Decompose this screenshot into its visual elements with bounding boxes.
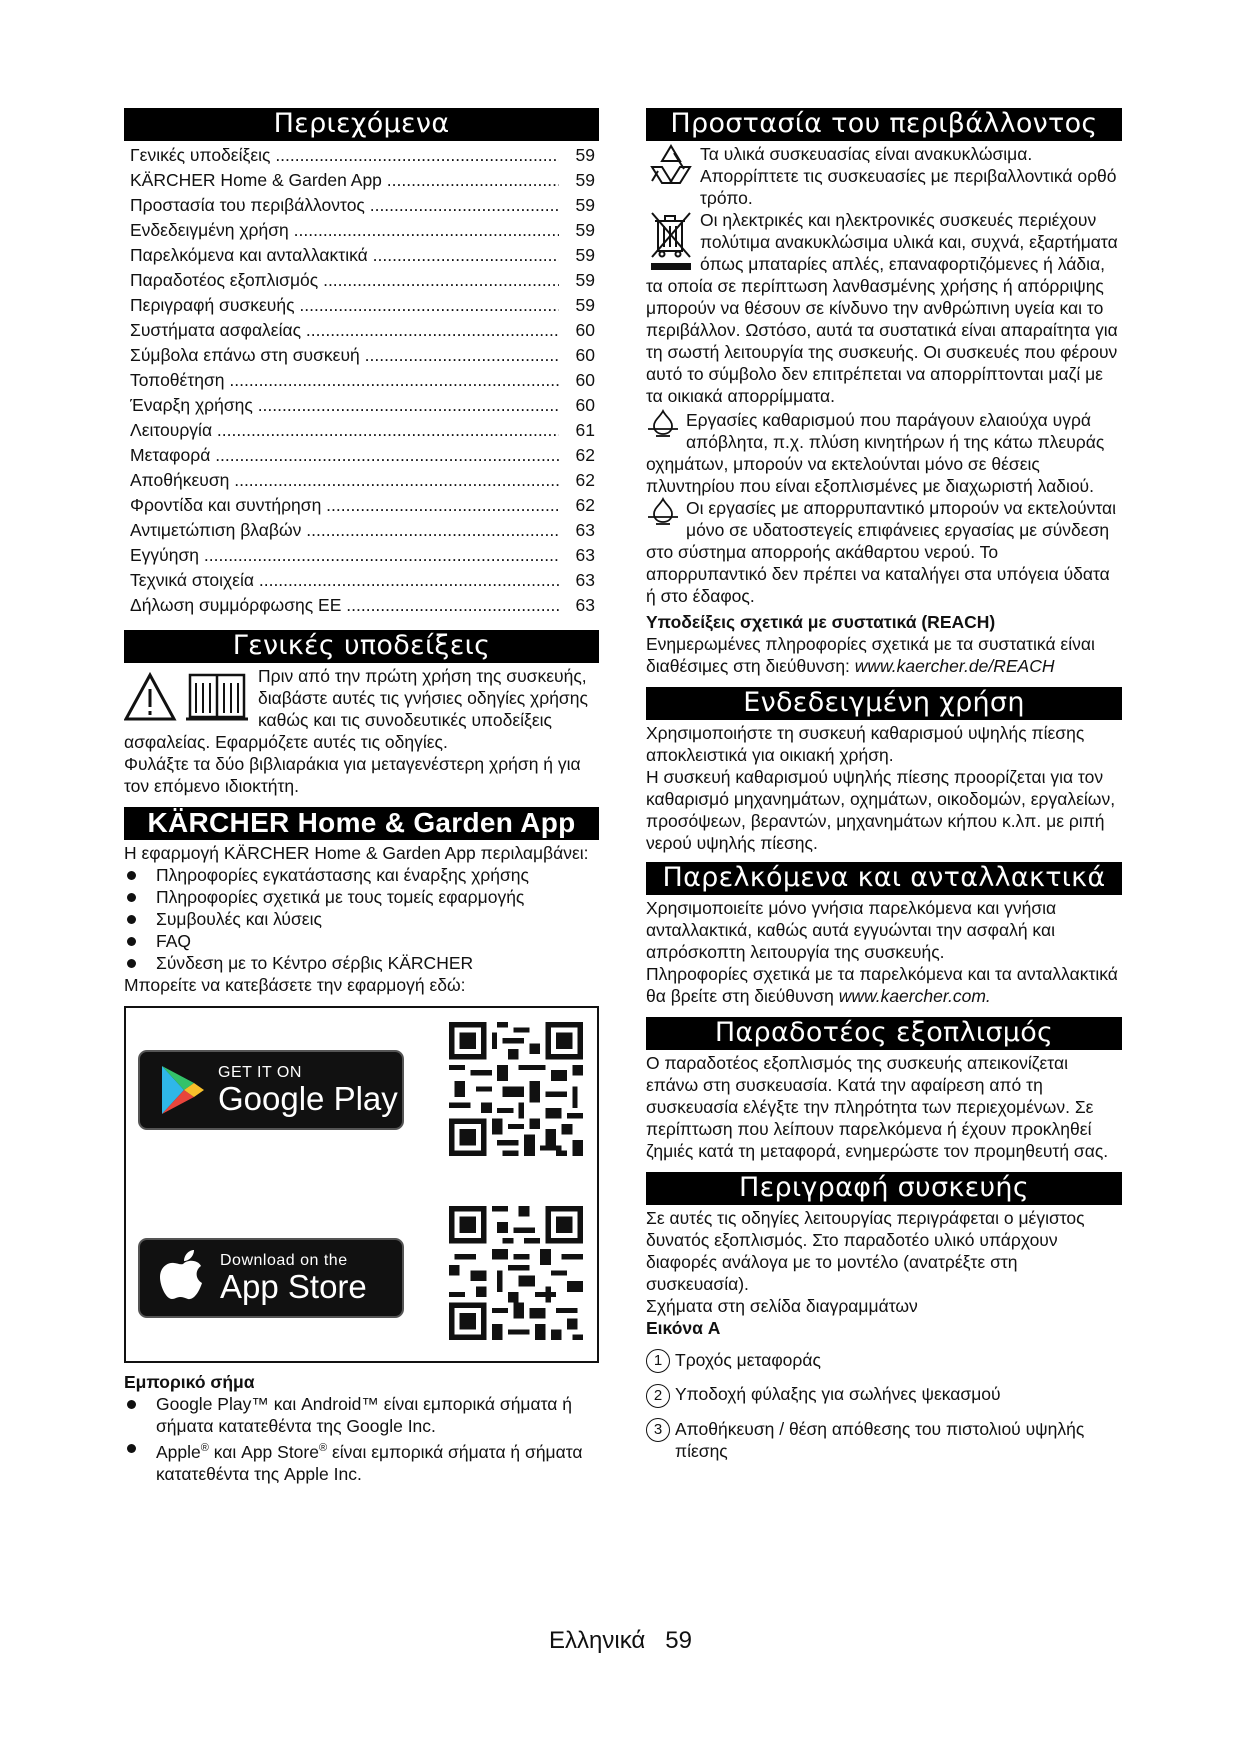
- app-store-big-text: App Store: [220, 1268, 367, 1305]
- general-notes-body: [124, 665, 599, 797]
- list-item: FAQ: [124, 930, 599, 952]
- list-item: Συμβουλές και λύσεις: [124, 908, 599, 930]
- accessories-heading: Παρελκόμενα και ανταλλακτικά: [646, 862, 1122, 895]
- reach-heading: Υποδείξεις σχετικά με συστατικά (REACH): [646, 612, 996, 632]
- toc-item[interactable]: Δήλωση συμμόρφωσης ΕΕ ..... 63: [130, 593, 599, 618]
- toc-item[interactable]: KÄRCHER Home & Garden App ..... 59: [130, 168, 599, 193]
- general-notes-heading: Γενικές υποδείξεις: [124, 630, 599, 663]
- detergent-text: Οι εργασίες με απορρυπαντικό μπορούν να εκτελούνται μόνο σε υδατοστεγείς επιφάνειες εργασίας με σύνδεση στο σύστημα απορροής ακάθαρτου νερού. Το απορρυπαντικό δεν πρέπει να καταλήγει στα υπόγεια ύδατα ή στο έδαφος.: [646, 498, 1117, 606]
- toc-item[interactable]: Φροντίδα και συντήρηση ..... 62: [130, 493, 599, 518]
- toc-item[interactable]: Αντιμετώπιση βλαβών ..... 63: [130, 518, 599, 543]
- toc-item[interactable]: Σύμβολα επάνω στη συσκευή ..... 60: [130, 343, 599, 368]
- toc-item[interactable]: Αποθήκευση ..... 62: [130, 468, 599, 493]
- device-description-heading: Περιγραφή συσκευής: [646, 1172, 1122, 1205]
- warning-triangle-icon: [124, 671, 252, 723]
- right-column: [646, 108, 1122, 1462]
- kaercher-link[interactable]: www.kaercher.com.: [838, 986, 991, 1006]
- intended-use-heading: Ενδεδειγμένη χρήση: [646, 687, 1122, 720]
- google-play-icon: [154, 1062, 210, 1118]
- warning-manual-icons: [124, 671, 252, 723]
- weee-paragraph: [646, 209, 1122, 407]
- recycling-icon: [646, 143, 696, 189]
- reach-link[interactable]: www.kaercher.de/REACH: [854, 656, 1055, 676]
- table-of-contents: [130, 143, 599, 618]
- list-item: Πληροφορίες εγκατάστασης και έναρξης χρήσης: [124, 864, 599, 886]
- toc-item[interactable]: Ενδεδειγμένη χρήση ..... 59: [130, 218, 599, 243]
- toc-item[interactable]: Τεχνικά στοιχεία ..... 63: [130, 568, 599, 593]
- accessories-text-1: Χρησιμοποιείτε μόνο γνήσια παρελκόμενα και γνήσια ανταλλακτικά, καθώς αυτά εγγυώνται την ασφαλή και απρόσκοπτη λειτουργία της συσκευής.: [646, 898, 1057, 962]
- list-item: Πληροφορίες σχετικά με τους τομείς εφαρμογής: [124, 886, 599, 908]
- list-item: 2 Υποδοχή φύλαξης για σωλήνες ψεκασμού: [646, 1383, 1122, 1407]
- toc-item[interactable]: Εγγύηση ..... 63: [130, 543, 599, 568]
- page-footer: [0, 1627, 1241, 1654]
- trademark-heading: Εμπορικό σήμα: [124, 1372, 255, 1392]
- page-number: 59: [665, 1627, 692, 1654]
- reach-text: Ενημερωμένες πληροφορίες σχετικά με τα συστατικά είναι διαθέσιμες στη διεύθυνση: www.kaercher.de/REACH: [646, 634, 1095, 676]
- weee-text: Οι ηλεκτρικές και ηλεκτρονικές συσκευές περιέχουν πολύτιμα ανακυκλώσιμα υλικά και, συχνά, εξαρτήματα όπως μπαταρίες απλές, επαναφορτιζόμενες ή λάδια, τα οποία σε περίπτωση λανθασμένης χρήσης ή απόρριψης μπορούν να θέσουν σε κίνδυνο την ανθρώπινη υγεία και το περιβάλλον. Ωστόσο, αυτά τα συστατικά είναι απαραίτητα για τη σωστή λειτουργία της συσκευής. Οι συσκευές που φέρουν αυτό το σύμβολο δεν επιτρέπεται να απορρίπτονται μαζί με τα οικιακά απορρίμματα.: [646, 210, 1118, 406]
- google-play-big-text: Google Play: [218, 1080, 398, 1117]
- app-store-small-text: Download on the: [220, 1252, 348, 1269]
- apple-logo-icon: [158, 1248, 208, 1304]
- app-store-qr-code[interactable]: [449, 1206, 583, 1340]
- detergent-environment-icon: [646, 497, 680, 527]
- manual-book-icon: [186, 675, 248, 719]
- oil-paragraph: [646, 409, 1122, 497]
- scope-of-delivery-text: Ο παραδοτέος εξοπλισμός της συσκευής απεικονίζεται επάνω στη συσκευασία. Κατά την αφαίρεση από τη συσκευασία ελέγξτε την πληρότητα των περιεχομένων. Σε περίπτωση που λείπουν παρελκόμενα ή έχουν προκληθεί ζημιές κατά τη μεταφορά, ενημερώστε τον προμηθευτή σας.: [646, 1053, 1109, 1161]
- app-feature-list: [124, 864, 599, 974]
- general-notes-text-2: Φυλάξτε τα δύο βιβλιαράκια για μεταγενέστερη χρήση ή για τον επόμενο ιδιοκτήτη.: [124, 754, 581, 796]
- app-download-text: Μπορείτε να κατεβάσετε την εφαρμογή εδώ:: [124, 975, 466, 995]
- intended-use-text-1: Χρησιμοποιήστε τη συσκευή καθαρισμού υψηλής πίεσης αποκλειστικά για οικιακή χρήση.: [646, 723, 1085, 765]
- left-column: [124, 108, 599, 1485]
- accessories-text-2: Πληροφορίες σχετικά με τα παρελκόμενα και τα ανταλλακτικά θα βρείτε στη διεύθυνση www.kaercher.com.: [646, 964, 1118, 1006]
- app-heading: KÄRCHER Home & Garden App: [124, 807, 599, 840]
- recycling-paragraph: [646, 143, 1122, 209]
- toc-item[interactable]: Τοποθέτηση ..... 60: [130, 368, 599, 393]
- footer-language: Ελληνικά: [549, 1627, 646, 1654]
- oil-text: Εργασίες καθαρισμού που παράγουν ελαιούχα υγρά απόβλητα, π.χ. πλύση κινητήρων ή της κάτω πλευράς οχημάτων, μπορούν να εκτελούνται μόνο σε θέσεις πλυντηρίου που είναι εξοπλισμένες με διαχωριστή λαδιού.: [646, 410, 1105, 496]
- toc-item[interactable]: Προστασία του περιβάλλοντος ..... 59: [130, 193, 599, 218]
- list-item: Apple® και App Store® είναι εμπορικά σήματα ή σήματα κατατεθέντα της Apple Inc.: [124, 1437, 599, 1485]
- general-notes-text-1: Πριν από την πρώτη χρήση της συσκευής, διαβάστε αυτές τις γνήσιες οδηγίες χρήσης καθώς και τις συνοδευτικές υποδείξεις ασφαλείας. Εφαρμόζετε αυτές τις οδηγίες.: [124, 666, 588, 752]
- list-item: 3 Αποθήκευση / θέση απόθεσης του πιστολιού υψηλής πίεσης: [646, 1418, 1122, 1462]
- toc-item[interactable]: Μεταφορά ..... 62: [130, 443, 599, 468]
- detergent-paragraph: [646, 497, 1122, 607]
- list-item: 1 Τροχός μεταφοράς: [646, 1349, 1122, 1373]
- google-play-small-text: GET IT ON: [218, 1064, 302, 1081]
- diagram-pages-text: Σχήματα στη σελίδα διαγραμμάτων: [646, 1296, 918, 1316]
- toc-item[interactable]: Συστήματα ασφαλείας ..... 60: [130, 318, 599, 343]
- app-intro: Η εφαρμογή KÄRCHER Home & Garden App περιλαμβάνει:: [124, 843, 589, 863]
- list-item: Google Play™ και Android™ είναι εμπορικά σήματα ή σήματα κατατεθέντα της Google Inc.: [124, 1393, 599, 1437]
- google-play-qr-code[interactable]: [449, 1022, 583, 1156]
- device-description-text: Σε αυτές τις οδηγίες λειτουργίας περιγράφεται ο μέγιστος δυνατός εξοπλισμός. Στο παραδοτέο υλικό υπάρχουν διαφορές ανάλογα με το μοντέλο (ανατρέξτε στη συσκευασία).: [646, 1208, 1085, 1294]
- toc-item[interactable]: Έναρξη χρήσης ..... 60: [130, 393, 599, 418]
- contents-heading: Περιεχόμενα: [124, 108, 599, 141]
- scope-of-delivery-heading: Παραδοτέος εξοπλισμός: [646, 1017, 1122, 1050]
- toc-item[interactable]: Περιγραφή συσκευής ..... 59: [130, 293, 599, 318]
- toc-item[interactable]: Παραδοτέος εξοπλισμός ..... 59: [130, 268, 599, 293]
- environment-heading: Προστασία του περιβάλλοντος: [646, 108, 1122, 141]
- intended-use-text-2: Η συσκευή καθαρισμού υψηλής πίεσης προορίζεται για τον καθαρισμό μηχανημάτων, οχημάτων, οικοδομών, εργαλείων, προσόψεων, βεραντών, μηχανημάτων κήπου κ.λπ. με ριπή νερού υψηλής πίεσης.: [646, 767, 1116, 853]
- google-play-badge[interactable]: [138, 1050, 404, 1130]
- figure-label: Εικόνα A: [646, 1318, 721, 1338]
- oil-drop-environment-icon: [646, 409, 680, 439]
- app-store-box: [124, 1006, 599, 1363]
- list-item: Σύνδεση με το Κέντρο σέρβις KÄRCHER: [124, 952, 599, 974]
- app-store-badge[interactable]: [138, 1238, 404, 1318]
- trademark-list: [124, 1393, 599, 1485]
- crossed-bin-icon: [648, 209, 694, 271]
- recycling-text: Τα υλικά συσκευασίας είναι ανακυκλώσιμα. Απορρίπτετε τις συσκευασίες με περιβαλλοντικά ορθό τρόπο.: [700, 144, 1117, 208]
- toc-item[interactable]: Λειτουργία ..... 61: [130, 418, 599, 443]
- toc-item[interactable]: Παρελκόμενα και ανταλλακτικά ..... 59: [130, 243, 599, 268]
- toc-item[interactable]: Γενικές υποδείξεις ..... 59: [130, 143, 599, 168]
